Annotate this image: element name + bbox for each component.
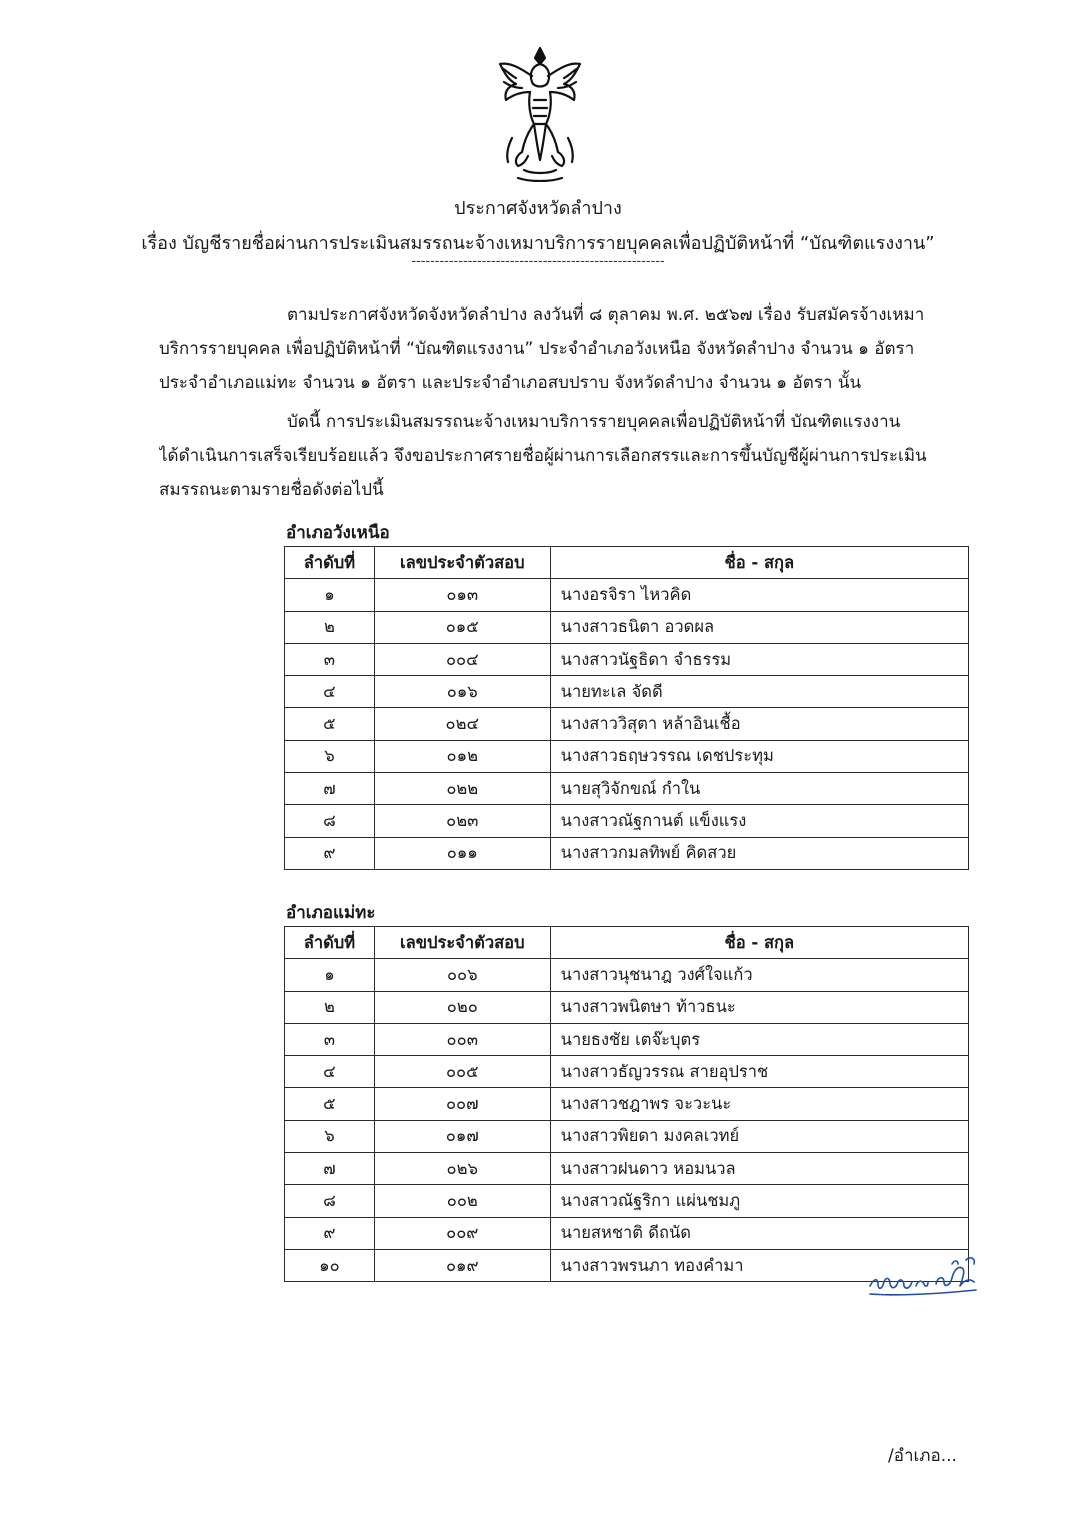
order-cell: ๒ [285,991,375,1023]
exam-id-cell: ๐๑๕ [374,611,550,643]
exam-id-cell: ๐๑๖ [374,676,550,708]
exam-id-cell: ๐๑๑ [374,837,550,869]
order-cell: ๑ [285,579,375,611]
order-cell: ๘ [285,1185,375,1217]
paragraph-line: บัดนี้ การประเมินสมรรถนะจ้างเหมาบริการรายบุคคลเพื่อปฏิบัติหน้าที่ บัณฑิตแรงงาน [287,412,901,432]
name-cell: นางสาวนัฐธิดา จำธรรม [550,643,968,675]
column-header-order: ลำดับที่ [285,547,375,579]
column-header-order: ลำดับที่ [285,927,375,959]
name-cell: นางสาวธฤษวรรณ เดชประทุม [550,740,968,772]
exam-id-cell: ๐๐๒ [374,1185,550,1217]
table-row [285,611,969,643]
table-row [285,579,969,611]
exam-id-cell: ๐๒๓ [374,805,550,837]
name-cell: นางอรจิรา ไหวคิด [550,579,968,611]
column-header-exam-id: เลขประจำตัวสอบ [374,927,550,959]
exam-id-cell: ๐๐๙ [374,1217,550,1249]
exam-id-cell: ๐๐๖ [374,959,550,991]
column-header-name: ชื่อ - สกุล [550,547,968,579]
order-cell: ๙ [285,837,375,869]
order-cell: ๖ [285,740,375,772]
exam-id-cell: ๐๒๔ [374,708,550,740]
table-row [285,1088,969,1120]
name-cell: นายสุวิจักขณ์ กำใน [550,773,968,805]
name-cell: นายทะเล จัดดี [550,676,968,708]
name-cell: นายธงชัย เตจ๊ะบุตร [550,1023,968,1055]
exam-id-cell: ๐๐๔ [374,643,550,675]
exam-id-cell: ๐๒๒ [374,773,550,805]
order-cell: ๘ [285,805,375,837]
roster-table-mae-tha [284,926,969,1282]
name-cell: นางสาวธนิตา อวดผล [550,611,968,643]
order-cell: ๓ [285,643,375,675]
table-row [285,708,969,740]
title-divider: ------------------------------------------------------ [411,254,665,269]
exam-id-cell: ๐๐๓ [374,1023,550,1055]
paragraph-line: ตามประกาศจังหวัดจังหวัดลำปาง ลงวันที่ ๘ ตุลาคม พ.ศ. ๒๕๖๗ เรื่อง รับสมัครจ้างเหมา [287,305,925,325]
table-header-row [285,927,969,959]
name-cell: นางสาววิสุตา หล้าอินเชื้อ [550,708,968,740]
order-cell: ๔ [285,1056,375,1088]
name-cell: นางสาวณัฐริกา แผ่นชมภู [550,1185,968,1217]
paragraph-announcement [159,405,969,507]
name-cell: นางสาวนุชนาฎ วงศ์ใจแก้ว [550,959,968,991]
table-row [285,1120,969,1152]
handwritten-signature [866,1252,981,1300]
table-row [285,773,969,805]
paragraph-line: ประจำอำเภอแม่ทะ จำนวน ๑ อัตรา และประจำอำเภอสบปราบ จังหวัดลำปาง จำนวน ๑ อัตรา นั้น [159,373,862,393]
paragraph-line: บริการรายบุคคล เพื่อปฏิบัติหน้าที่ “บัณฑิตแรงงาน” ประจำอำเภอวังเหนือ จังหวัดลำปาง จำนวน ๑ อัตรา [159,339,915,359]
table-row [285,676,969,708]
paragraph-line: สมรรถนะตามรายชื่อดังต่อไปนี้ [159,480,384,500]
name-cell: นางสาวพรนภา ทองคำมา [550,1249,968,1281]
exam-id-cell: ๐๒๖ [374,1153,550,1185]
table-row [285,643,969,675]
document-title: ประกาศจังหวัดลำปาง [454,198,622,219]
order-cell: ๗ [285,773,375,805]
column-header-exam-id: เลขประจำตัวสอบ [374,547,550,579]
order-cell: ๕ [285,1088,375,1120]
table-row [285,740,969,772]
exam-id-cell: ๐๑๙ [374,1249,550,1281]
order-cell: ๑๐ [285,1249,375,1281]
exam-id-cell: ๐๑๓ [374,579,550,611]
paragraph-line: ได้ดำเนินการเสร็จเรียบร้อยแล้ว จึงขอประกาศรายชื่อผู้ผ่านการเลือกสรรและการขึ้นบัญชีผู้ผ่านการประเมิน [159,446,927,466]
name-cell: นางสาวชฎาพร จะวะนะ [550,1088,968,1120]
name-cell: นางสาวธัญวรรณ สายอุปราช [550,1056,968,1088]
name-cell: นางสาวฝนดาว หอมนวล [550,1153,968,1185]
continuation-marker: /อำเภอ... [888,1446,957,1466]
table-row [285,991,969,1023]
paragraph-reference [159,298,969,400]
order-cell: ๒ [285,611,375,643]
order-cell: ๔ [285,676,375,708]
table-header-row [285,547,969,579]
name-cell: นางสาวกมลทิพย์ คิดสวย [550,837,968,869]
garuda-emblem [494,42,586,182]
exam-id-cell: ๐๑๒ [374,740,550,772]
order-cell: ๑ [285,959,375,991]
order-cell: ๖ [285,1120,375,1152]
name-cell: นางสาวณัฐกานต์ แข็งแรง [550,805,968,837]
name-cell: นางสาวพนิตษา ท้าวธนะ [550,991,968,1023]
order-cell: ๕ [285,708,375,740]
table-row [285,1153,969,1185]
document-subject: เรื่อง บัญชีรายชื่อผ่านการประเมินสมรรถนะจ้างเหมาบริการรายบุคคลเพื่อปฏิบัติหน้าที่ “บัณฑิตแรงงาน” [141,233,935,254]
table-row [285,837,969,869]
table-row [285,1185,969,1217]
table-row [285,1056,969,1088]
exam-id-cell: ๐๒๐ [374,991,550,1023]
order-cell: ๗ [285,1153,375,1185]
exam-id-cell: ๐๐๗ [374,1088,550,1120]
section-title-mae-tha: อำเภอแม่ทะ [286,903,376,923]
table-row [285,959,969,991]
table-row [285,805,969,837]
section-title-wang-nuea: อำเภอวังเหนือ [286,523,390,543]
table-row [285,1023,969,1055]
exam-id-cell: ๐๑๗ [374,1120,550,1152]
column-header-name: ชื่อ - สกุล [550,927,968,959]
roster-table-wang-nuea [284,546,969,870]
table-row [285,1217,969,1249]
name-cell: นายสหชาติ ดีถนัด [550,1217,968,1249]
order-cell: ๙ [285,1217,375,1249]
name-cell: นางสาวพิยดา มงคลเวทย์ [550,1120,968,1152]
exam-id-cell: ๐๐๕ [374,1056,550,1088]
order-cell: ๓ [285,1023,375,1055]
